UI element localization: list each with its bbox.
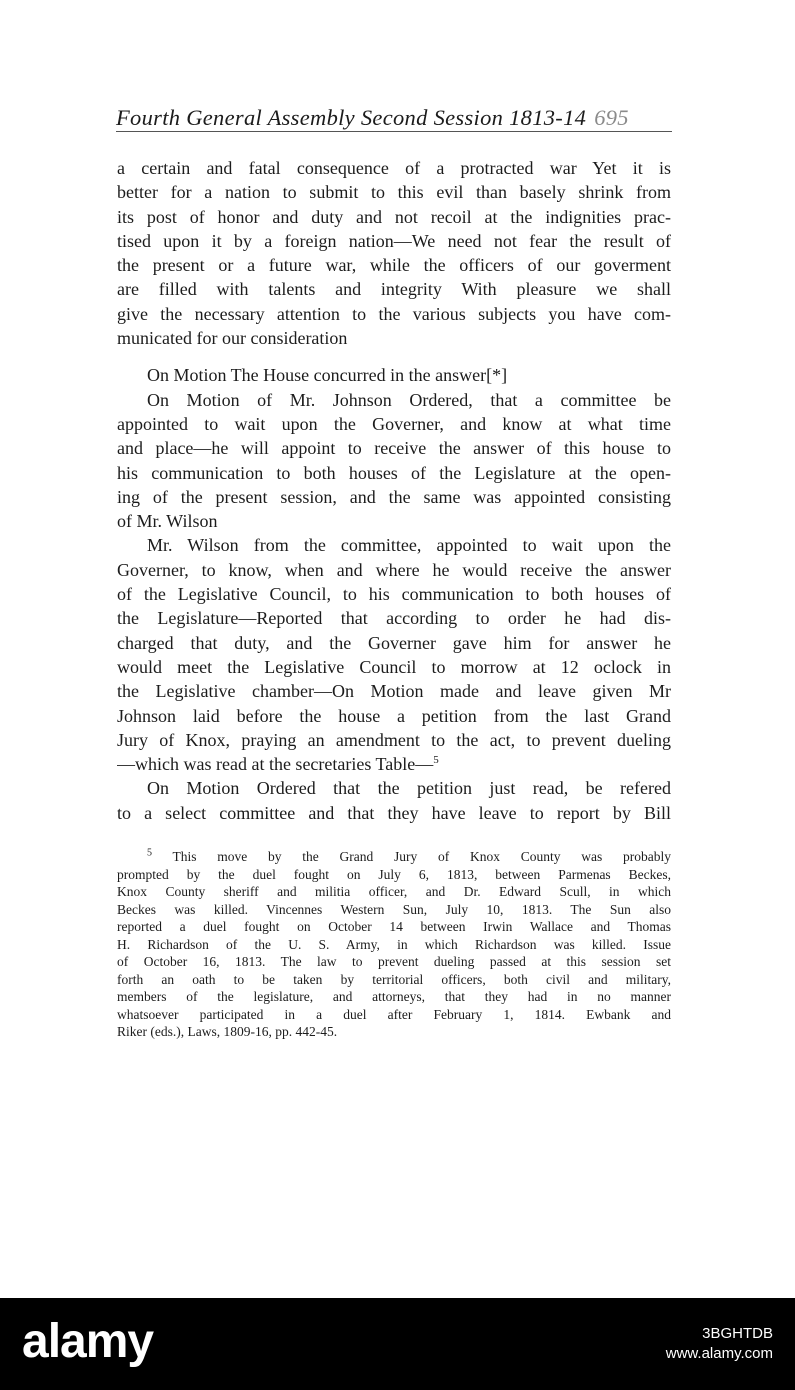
footnote-line [117,848,671,866]
page-number: 695 [594,105,629,130]
body-line: would meet the Legislative Council to morrow at 12 oclock in [117,656,671,677]
body-line: the Legislature—Reported that according to order he had dis- [117,608,671,629]
body-line: On Motion The House concurred in the answer[*] [147,365,508,386]
body-line: and place—he will appoint to receive the answer of this house to [117,438,671,459]
body-line-with-footnote-ref [117,752,671,776]
footnote-reference: 5 [433,754,439,767]
header-rule [116,131,672,132]
body-line: a certain and fatal consequence of a protracted war Yet it is [117,158,671,178]
body-line: give the necessary attention to the various subjects you have com- [117,303,671,324]
alamy-logo: alamy [22,1315,154,1368]
footnote [117,848,671,1041]
running-head-title: Fourth General Assembly Second Session 1813-14 [116,105,587,130]
body-line: tised upon it by a foreign nation—We need not fear the result of [117,230,671,251]
footnote-line: members of the legislature, and attorneys, that they had in no manner [117,989,671,1004]
footnote-line: Beckes was killed. Vincennes Western Sun, July 10, 1813. The Sun also [117,901,671,917]
body-line: Jury of Knox, praying an amendment to the act, to prevent dueling [117,729,671,750]
body-line: Mr. Wilson from the committee, appointed to wait upon the [147,535,671,556]
footnote-line: H. Richardson of the U. S. Army, in which Richardson was killed. Issue [117,936,671,952]
footnote-line: whatsoever participated in a duel after February 1, 1814. Ewbank and [117,1006,671,1022]
body-line: better for a nation to submit to this evil than basely shrink from [117,182,671,203]
footnote-line: prompted by the duel fought on July 6, 1813, between Parmenas Beckes, [117,866,671,882]
body-line: the Legislative chamber—On Motion made and leave given Mr [117,681,671,702]
body-line: of the Legislative Council, to his communication to both houses of [117,584,671,605]
body-line: On Motion Ordered that the petition just read, be refered [147,778,671,799]
body-line: his communication to both houses of the Legislature at the open- [117,462,671,483]
body-line: appointed to wait upon the Governer, and know at what time [117,413,671,434]
body-line: ing of the present session, and the same was appointed consisting [117,486,671,507]
body-line: charged that duty, and the Governer gave him for answer he [117,632,671,653]
running-head [116,104,672,132]
body-line: On Motion of Mr. Johnson Ordered, that a committee be [147,389,671,410]
footnote-line-text: This move by the Grand Jury of Knox County was probably [172,849,671,864]
footnote-line: reported a duel fought on October 14 between Irwin Wallace and Thomas [117,919,671,934]
body-line: its post of honor and duty and not recoil at the indignities prac- [117,206,671,227]
body-line-text: —which was read at the secretaries Table— [117,754,434,775]
footnote-line: of October 16, 1813. The law to prevent dueling passed at this session set [117,954,671,969]
footnote-line: forth an oath to be taken by territorial officers, both civil and military, [117,971,671,987]
image-id: 3BGHTDB [702,1325,773,1342]
footnote-line: Riker (eds.), Laws, 1809-16, pp. 442-45. [117,1024,338,1039]
body-line: the present or a future war, while the officers of our goverment [117,255,671,276]
site-url: www.alamy.com [665,1345,773,1362]
watermark-bar [0,1298,795,1390]
body-line: municated for our consideration [117,328,348,349]
body-line: to a select committee and that they have leave to report by Bill [117,802,671,823]
footnote-marker: 5 [147,848,152,859]
body-line: of Mr. Wilson [117,511,218,532]
body-line: are filled with talents and integrity With pleasure we shall [117,279,671,300]
footnote-line: Knox County sheriff and militia officer, and Dr. Edward Scull, in which [117,884,671,899]
body-line: Johnson laid before the house a petition from the last Grand [117,705,671,726]
body-line: Governer, to know, when and where he would receive the answer [117,559,671,580]
watermark-info [666,1324,773,1364]
body-text [117,156,671,825]
